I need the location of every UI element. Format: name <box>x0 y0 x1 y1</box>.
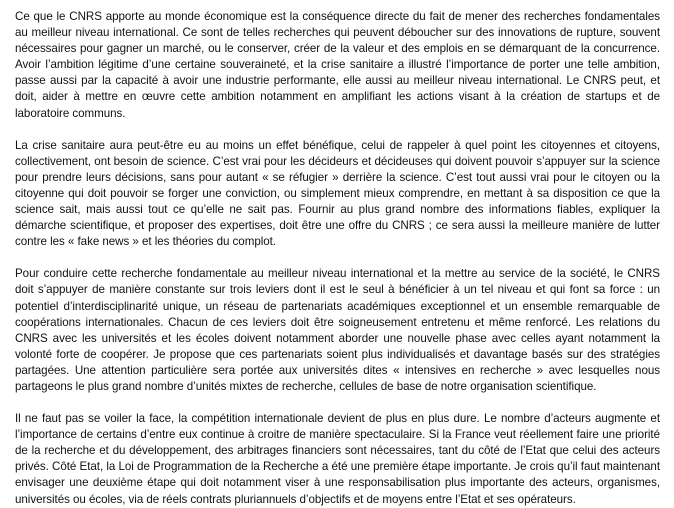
paragraph-health-crisis: La crise sanitaire aura peut-être eu au moins un effet bénéfique, celui de rappeler à quel point les citoyennes et citoyens, collectivement, ont besoin de science. C’est vrai pour les décideurs et décideuses qui doivent pouvoir s’appuyer sur la science pour prendre leurs décisions, sans pour autant « se réfugier » derrière la science. C’est tout aussi vrai pour le citoyen ou la citoyenne qui doit pouvoir se forger une conviction, ou simplement mieux comprendre, en mettant à sa disposition ce que la science sait, mais aussi tout ce qu’elle ne sait pas. Fournir au plus grand nombre des informations fiables, expliquer la démarche scientifique, et proposer des expertises, doit être une offre du CNRS ; ce sera aussi la meilleure manière de lutter contre les « fake news » et les théories du complot. <box>15 138 660 249</box>
paragraph-competition: Il ne faut pas se voiler la face, la compétition internationale devient de plus en plus dure. Le nombre d’acteurs augmente et l’importance de certains d’entre eux continue à croitre de manière spectaculaire. Si la France veut réellement faire une priorité de la recherche et du développement, des arbitrages financiers sont nécessaires, tant du côté de l’Etat que celui des acteurs privés. Côté Etat, la Loi de Programmation de la Recherche a été une première étape importante. Je crois qu’il faut maintenant envisager une deuxième étape qui doit notamment viser à une responsabilisation plus importante des acteurs, organismes, universités ou écoles, via de réels contrats pluriannuels d’objectifs et de moyens entre l’Etat et ses opérateurs. <box>15 412 660 506</box>
document-body <box>15 9 660 508</box>
paragraph-economy: Ce que le CNRS apporte au monde économique est la conséquence directe du fait de mener des recherches fondamentales au meilleur niveau international. Ce sont de telles recherches qui peuvent déboucher sur des innovations de rupture, souvent nécessaires pour gagner un marché, ou le conserver, créer de la valeur et des emplois en se démarquant de la concurrence. Avoir l’ambition légitime d’une certaine souveraineté, et la crise sanitaire a illustré l’importance de porter une telle ambition, passe aussi par la capacité à avoir une industrie performante, elle aussi au meilleur niveau international. Le CNRS peut, et doit, aider à mettre en œuvre cette ambition notamment en amplifiant les actions visant à la création de startups et de laboratoire communs. <box>15 10 660 120</box>
paragraph-three-levers: Pour conduire cette recherche fondamentale au meilleur niveau international et la mettre au service de la société, le CNRS doit s’appuyer de manière constante sur trois leviers dont il est le seul à bénéficier à un tel niveau et qui font sa force : un potentiel d’interdisciplinarité unique, un réseau de partenariats académiques exceptionnel et un ensemble remarquable de coopérations internationales. Chacun de ces leviers doit être soigneusement entretenu et même renforcé. Les relations du CNRS avec les universités et les écoles doivent notamment aborder une nouvelle phase avec celles ayant notamment la volonté forte de coopérer. Je propose que ces partenariats soient plus individualisés et davantage basés sur des stratégies partagées. Une attention particulière sera portée aux universités dites « intensives en recherche » avec lesquelles nous partageons le plus grand nombre d’unités mixtes de recherche, cellules de base de notre organisation scientifique. <box>15 267 660 393</box>
